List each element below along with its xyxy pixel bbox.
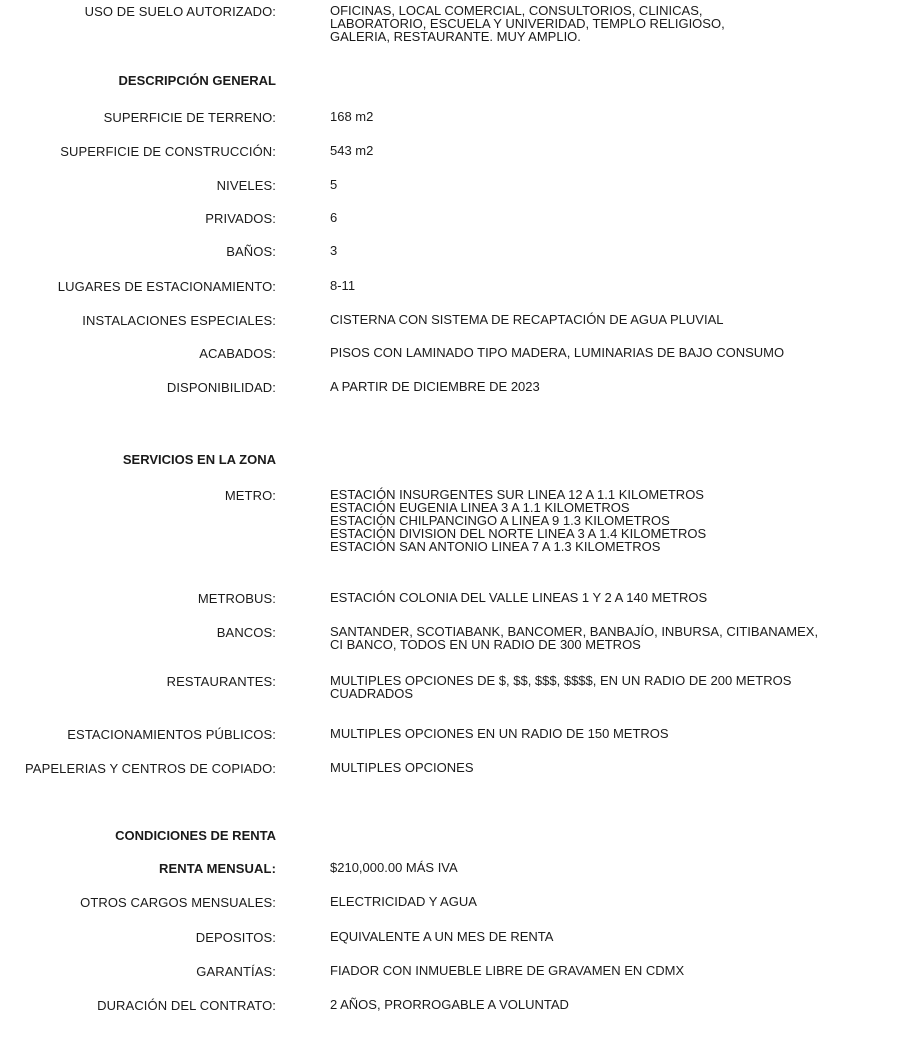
field-value: ESTACIÓN INSURGENTES SUR LINEA 12 A 1.1 KILOMETROS ESTACIÓN EUGENIA LINEA 3 A 1.1 KILOMETROS ESTACIÓN CHILPANCINGO A LINEA 9 1.3 KILOMETROS ESTACIÓN DIVISION DEL NORTE LINEA 3 A 1.4 KILOMETROS ESTACIÓN SAN ANTONIO LINEA 7 A 1.3 KILOMETROS: [330, 487, 707, 554]
field-value: 5: [330, 177, 338, 192]
field-value: 8-11: [330, 278, 356, 293]
field-label: DISPONIBILIDAD:: [166, 380, 276, 395]
field-label: GARANTÍAS:: [196, 964, 276, 979]
section-heading: SERVICIOS EN LA ZONA: [122, 452, 276, 467]
field-value: SANTANDER, SCOTIABANK, BANCOMER, BANBAJÍO, INBURSA, CITIBANAMEX, CI BANCO, TODOS EN UN RADIO DE 300 METROS: [330, 624, 819, 652]
field-label: RENTA MENSUAL:: [159, 861, 276, 876]
field-label: METROBUS:: [197, 591, 276, 606]
field-label: METRO:: [224, 488, 276, 503]
field-label: DEPOSITOS:: [195, 930, 276, 945]
field-label: SUPERFICIE DE TERRENO:: [103, 110, 276, 125]
field-label: RESTAURANTES:: [166, 674, 276, 689]
field-label: NIVELES:: [216, 178, 276, 193]
field-value: ELECTRICIDAD Y AGUA: [330, 894, 477, 909]
field-label: ESTACIONAMIENTOS PÚBLICOS:: [67, 727, 276, 742]
field-value: 2 AÑOS, PRORROGABLE A VOLUNTAD: [330, 997, 569, 1012]
section-heading: DESCRIPCIÓN GENERAL: [118, 73, 276, 88]
field-value: A PARTIR DE DICIEMBRE DE 2023: [330, 379, 540, 394]
section-heading: CONDICIONES DE RENTA: [115, 828, 276, 843]
field-value: EQUIVALENTE A UN MES DE RENTA: [330, 929, 554, 944]
field-value: ESTACIÓN COLONIA DEL VALLE LINEAS 1 Y 2 A 140 METROS: [330, 590, 708, 605]
field-value: MULTIPLES OPCIONES: [330, 760, 474, 775]
field-label: ACABADOS:: [199, 346, 276, 361]
field-label: BANCOS:: [216, 625, 276, 640]
field-value: PISOS CON LAMINADO TIPO MADERA, LUMINARIAS DE BAJO CONSUMO: [330, 345, 785, 360]
field-value: $210,000.00 MÁS IVA: [330, 860, 458, 875]
field-label: SUPERFICIE DE CONSTRUCCIÓN:: [60, 144, 276, 159]
field-label: OTROS CARGOS MENSUALES:: [80, 895, 276, 910]
field-label: INSTALACIONES ESPECIALES:: [82, 313, 276, 328]
field-value: MULTIPLES OPCIONES DE $, $$, $$$, $$$$, EN UN RADIO DE 200 METROS CUADRADOS: [330, 673, 792, 701]
field-value: 6: [330, 210, 338, 225]
field-label: DURACIÓN DEL CONTRATO:: [97, 998, 276, 1013]
field-value: 543 m2: [330, 143, 374, 158]
field-label: PAPELERIAS Y CENTROS DE COPIADO:: [25, 761, 276, 776]
field-value: MULTIPLES OPCIONES EN UN RADIO DE 150 METROS: [330, 726, 669, 741]
field-label: LUGARES DE ESTACIONAMIENTO:: [57, 279, 276, 294]
field-value: 168 m2: [330, 109, 374, 124]
field-value: CISTERNA CON SISTEMA DE RECAPTACIÓN DE AGUA PLUVIAL: [330, 312, 724, 327]
field-label: USO DE SUELO AUTORIZADO:: [84, 4, 276, 19]
field-value: OFICINAS, LOCAL COMERCIAL, CONSULTORIOS, CLINICAS, LABORATORIO, ESCUELA Y UNIVERIDAD, TEMPLO RELIGIOSO, GALERIA, RESTAURANTE. MUY AMPLIO.: [330, 3, 725, 44]
field-label: BAÑOS:: [226, 244, 276, 259]
field-value: FIADOR CON INMUEBLE LIBRE DE GRAVAMEN EN CDMX: [330, 963, 685, 978]
field-value: 3: [330, 243, 338, 258]
field-label: PRIVADOS:: [205, 211, 276, 226]
